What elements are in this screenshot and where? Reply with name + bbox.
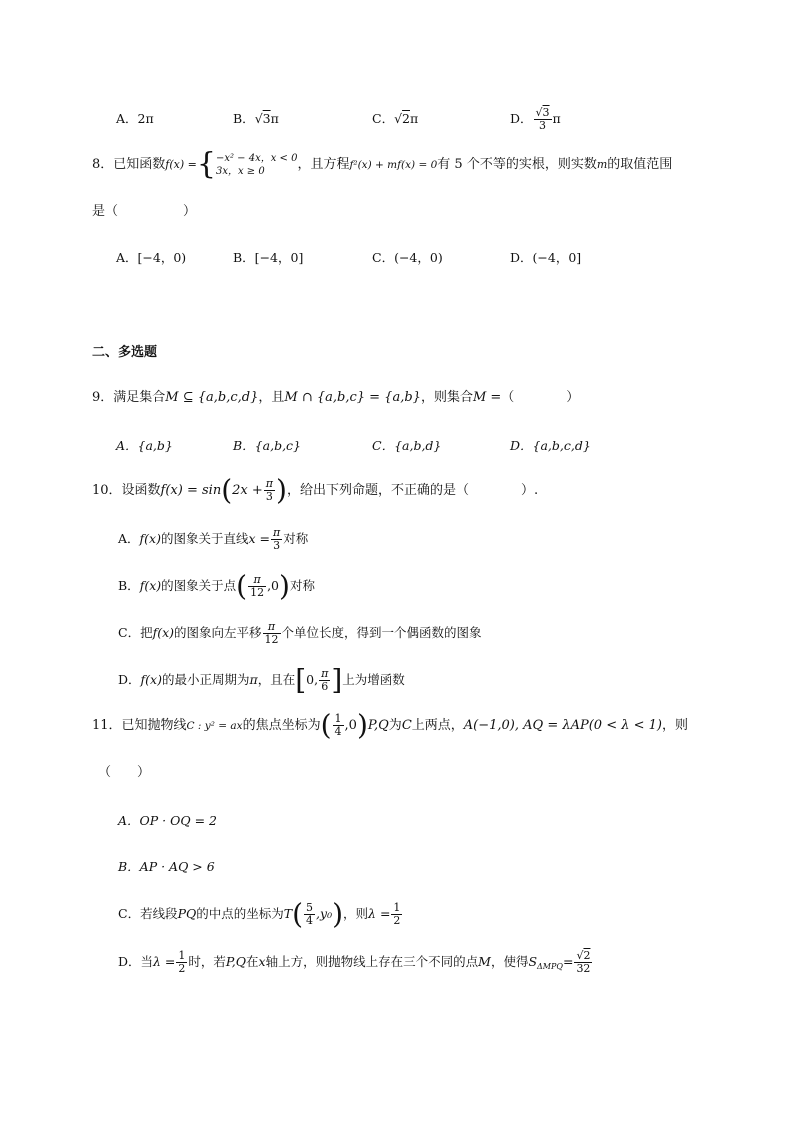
q11-option-c-label: C．若线段: [118, 906, 178, 921]
q11-stem: [92, 708, 688, 744]
q7-option-b[interactable]: [233, 110, 279, 128]
right-paren: ): [279, 569, 290, 603]
q8-piecewise: [216, 152, 298, 178]
q10-option-d[interactable]: [118, 663, 405, 697]
q8-option-d[interactable]: D．(−4，0]: [510, 250, 582, 265]
q10-option-d-num: π: [321, 667, 329, 680]
q10-option-d-fx: f(x): [140, 672, 162, 687]
q11-option-d-radicand: 2: [583, 949, 591, 962]
q9-option-a[interactable]: A．{a,b}: [116, 438, 173, 453]
q10-option-c[interactable]: [118, 616, 482, 650]
q10-option-a-post: 对称: [283, 531, 309, 546]
q11-parabola: C : y² = ax: [186, 720, 243, 732]
q11-option-d-lambda-num: 1: [178, 949, 186, 962]
q11-option-d-text-4: ，使得: [490, 954, 529, 969]
q7-option-b-label: B．: [233, 111, 255, 126]
q9-text-b: ，且: [258, 390, 285, 405]
q11-option-c-fraction: [304, 902, 315, 927]
q8-equation: f²(x) + mf(x) = 0: [349, 159, 438, 171]
q11-option-c-num: 5: [306, 901, 314, 914]
q8-suffix-2: 的取值范围: [607, 157, 673, 172]
q11-option-d-text: 时，若: [188, 954, 226, 969]
left-brace: {: [196, 146, 216, 182]
q11-option-d-subscript: ΔMPQ: [537, 962, 563, 971]
q10-option-a-fraction: [271, 527, 282, 552]
q9-set-relation-1: M ⊆ {a,b,c,d}: [165, 390, 259, 405]
left-paren: (: [236, 569, 248, 603]
q10-option-b-den: 12: [250, 586, 265, 599]
q10-option-d-post: 上为增函数: [342, 672, 405, 687]
left-paren: (: [221, 473, 233, 507]
q10-option-d-text: 的最小正周期为: [161, 672, 250, 687]
q11-prefix: 11．已知抛物线: [92, 718, 187, 733]
q8-middle: ，且方程: [297, 157, 350, 172]
q11-option-a[interactable]: A．OP · OQ = 2: [118, 813, 217, 828]
q9-text-c: ，则集合: [420, 390, 473, 405]
q11-option-d-x: x: [258, 954, 266, 969]
q11-c: C: [401, 718, 412, 733]
sqrt-symbol: √: [394, 111, 403, 126]
q10-option-b-post: 对称: [289, 578, 315, 593]
q11-focus-num: 1: [334, 712, 342, 725]
sqrt-symbol: √: [535, 106, 543, 119]
q11-option-c-t: T: [283, 906, 293, 921]
q11-option-c-pq: PQ: [177, 906, 197, 921]
q10-option-a-num: π: [272, 526, 281, 539]
q10-function: f(x) = sin: [160, 483, 222, 498]
q11-condition: A(−1,0), AQ = λAP(0 < λ < 1): [463, 718, 662, 733]
q11-option-c-lambda-den: 2: [393, 914, 401, 927]
q10-option-b-zero: ,0: [267, 578, 280, 593]
q10-option-d-zero: 0,: [306, 672, 319, 687]
q9-stem: [92, 389, 579, 407]
q7-option-d-fraction: [534, 107, 552, 132]
q8-variable-m: m: [596, 158, 608, 171]
q11-option-d-eq: =: [562, 954, 574, 969]
q10-prefix: 10．设函数: [92, 483, 161, 498]
q10-fraction: [264, 478, 275, 503]
q11-option-d-lambda: λ =: [153, 954, 176, 969]
q11-stem-line-2: （ ）: [98, 765, 151, 780]
q9-set-m: M =: [472, 390, 502, 405]
q10-option-a-label: A．: [118, 531, 140, 546]
q7-option-a-text: A．2π: [116, 111, 154, 126]
right-paren: ): [276, 473, 287, 507]
left-bracket: [: [295, 663, 307, 697]
q11-option-d[interactable]: [118, 944, 593, 985]
sqrt-symbol: √: [576, 949, 584, 962]
q10-option-b-fraction: [248, 574, 266, 599]
q11-tail: ，则: [661, 718, 688, 733]
q10-option-d-den: 6: [321, 680, 329, 693]
q7-option-d-label: D．: [510, 111, 533, 126]
q10-stem: [92, 473, 538, 509]
q7-option-a[interactable]: [116, 110, 154, 128]
left-paren: (: [292, 897, 304, 931]
q10-option-c-label: C．把: [118, 625, 153, 640]
q11-option-c-den: 4: [306, 914, 314, 927]
q11-text-1: 的焦点坐标为: [242, 718, 321, 733]
q7-option-c[interactable]: [372, 110, 418, 128]
right-paren: ): [332, 897, 344, 931]
q10-option-b[interactable]: [118, 569, 315, 603]
q11-text-3: 上两点，: [411, 718, 464, 733]
q10-option-b-num: π: [248, 574, 266, 587]
q8-function-name: f(x) =: [165, 158, 197, 171]
q10-option-a[interactable]: [118, 522, 308, 556]
q11-option-c-lambda: λ =: [368, 906, 391, 921]
q11-option-c-lambda-fraction: [391, 902, 402, 927]
q11-option-c-text: 的中点的坐标为: [196, 906, 284, 921]
q10-option-d-label: D．: [118, 672, 141, 687]
q10-option-a-text: 的图象关于直线: [160, 531, 249, 546]
q11-option-d-den: 32: [576, 962, 591, 975]
q7-option-c-pi: π: [410, 111, 419, 126]
left-paren: (: [320, 708, 332, 742]
q11-option-d-text-3: 轴上方，则抛物线上存在三个不同的点: [265, 954, 479, 969]
q7-option-b-pi: π: [270, 111, 279, 126]
q9-option-d[interactable]: D．{a,b,c,d}: [510, 438, 591, 453]
right-paren: ): [356, 708, 368, 742]
q8-prefix: 8．已知函数: [92, 157, 166, 172]
q10-option-b-label: B．: [118, 578, 140, 593]
q10-option-d-fraction: [319, 668, 330, 693]
q8-stem-line-2: 是（ ）: [92, 204, 197, 219]
q8-option-b[interactable]: B．[−4，0]: [233, 250, 304, 265]
q7-option-c-label: C．: [372, 111, 395, 126]
q10-option-a-den: 3: [273, 539, 281, 552]
q11-option-c[interactable]: [118, 896, 403, 932]
q10-option-c-den: 12: [264, 633, 279, 646]
q11-pq: P,Q: [367, 718, 389, 733]
q11-option-c-text-2: ，则: [343, 906, 369, 921]
q10-option-d-pi: π: [249, 672, 258, 687]
section-heading-multiple-choice: 二、多选题: [92, 345, 158, 360]
q11-option-d-pq: P,Q: [225, 954, 247, 969]
q10-suffix: ，给出下列命题，不正确的是（ ）.: [286, 483, 539, 498]
sqrt-symbol: √: [254, 111, 263, 126]
q7-option-d-radicand: 3: [542, 106, 550, 119]
q8-option-a[interactable]: A．[−4，0): [116, 250, 187, 265]
q9-option-b[interactable]: B．{a,b,c}: [233, 438, 301, 453]
q10-option-c-fraction: [263, 621, 281, 646]
q8-case-1: −x² − 4x，x < 0: [215, 152, 298, 164]
q11-option-d-text-2: 在: [246, 954, 259, 969]
q10-option-a-x: x =: [248, 531, 270, 546]
q10-option-b-fx: f(x): [139, 578, 162, 593]
q10-option-a-fx: f(x): [139, 531, 161, 546]
q11-text-2: 为: [388, 718, 402, 733]
q9-text-a: 9．满足集合: [92, 390, 166, 405]
q11-option-d-lambda-den: 2: [178, 962, 186, 975]
q8-suffix: 有 5 个不等的实根，则实数: [437, 157, 597, 172]
q10-option-c-text: 的图象向左平移: [174, 625, 262, 640]
q10-option-d-text-2: ，且在: [257, 672, 296, 687]
q11-option-d-m: M: [478, 954, 491, 969]
q8-case-2: 3x，x ≥ 0: [215, 165, 265, 177]
q7-option-c-radicand: 2: [402, 111, 410, 126]
q10-fraction-den: 3: [265, 490, 273, 503]
q11-focus-den: 4: [334, 725, 342, 738]
q11-option-c-lambda-num: 1: [393, 901, 401, 914]
q10-option-c-fx: f(x): [152, 625, 175, 640]
q11-option-d-label: D．当: [118, 954, 154, 969]
q7-option-d-denominator: 3: [539, 119, 547, 132]
q10-option-c-post: 个单位长度，得到一个偶函数的图象: [281, 625, 482, 640]
q9-text-d: （ ）: [501, 390, 580, 405]
q11-focus-tail: ,0: [344, 718, 357, 733]
q7-option-d[interactable]: [510, 100, 561, 138]
q9-set-relation-2: M ∩ {a,b,c} = {a,b}: [284, 390, 421, 405]
q10-option-c-num: π: [263, 621, 281, 634]
q11-option-d-lambda-fraction: [176, 950, 187, 975]
q8-option-c[interactable]: C．(−4，0): [372, 250, 443, 265]
q9-option-c[interactable]: C．{a,b,d}: [372, 438, 442, 453]
q10-fraction-num: π: [265, 477, 274, 490]
q11-option-c-y0: ,y₀: [316, 906, 333, 921]
q10-option-b-text: 的图象关于点: [161, 578, 237, 593]
q10-inner: 2x +: [232, 483, 263, 498]
q7-option-b-radicand: 3: [262, 111, 271, 126]
q11-focus-fraction: [333, 713, 344, 738]
q11-option-d-area-fraction: [574, 950, 592, 975]
q7-option-d-pi: π: [552, 111, 561, 126]
q11-option-d-s: S: [528, 954, 538, 969]
q11-option-b[interactable]: B．AP · AQ > 6: [118, 859, 215, 874]
q8-stem: [92, 148, 672, 182]
right-bracket: ]: [331, 663, 343, 697]
